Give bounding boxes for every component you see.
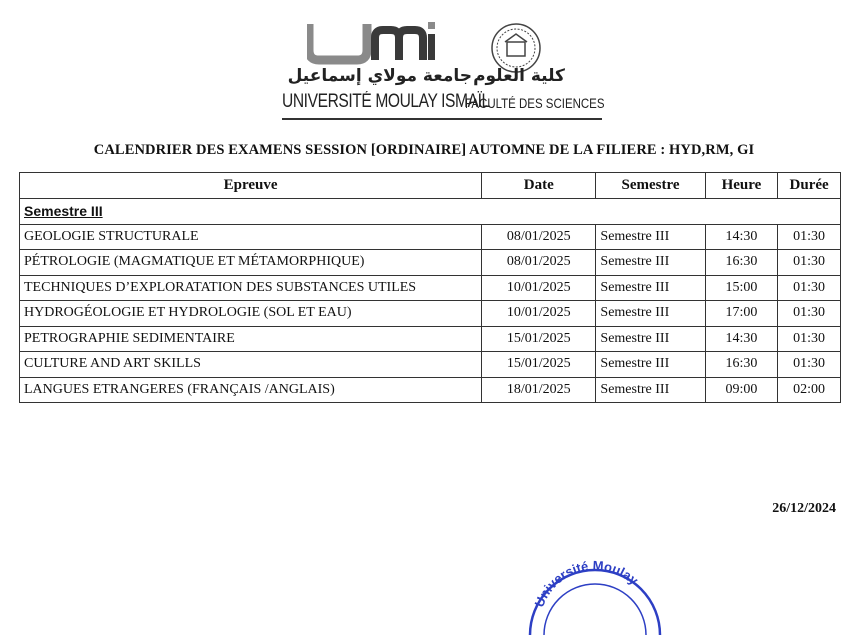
section-label: Semestre III bbox=[20, 199, 841, 225]
header-heure: Heure bbox=[705, 173, 778, 199]
cell-epreuve: TECHNIQUES D’EXPLORATATION DES SUBSTANCES UTILES bbox=[20, 275, 482, 301]
document-title: CALENDRIER DES EXAMENS SESSION [ORDINAIRE] AUTOMNE DE LA FILIERE : HYD,RM, GI bbox=[93, 142, 755, 158]
cell-epreuve: PETROGRAPHIE SEDIMENTAIRE bbox=[20, 326, 482, 352]
exam-schedule-table bbox=[19, 172, 841, 403]
cell-semestre: Semestre III bbox=[596, 377, 705, 403]
cell-date: 15/01/2025 bbox=[482, 326, 596, 352]
cell-date: 08/01/2025 bbox=[482, 250, 596, 276]
cell-heure: 16:30 bbox=[705, 352, 778, 378]
cell-heure: 14:30 bbox=[705, 224, 778, 250]
cell-duree: 01:30 bbox=[778, 275, 841, 301]
header-date: Date bbox=[482, 173, 596, 199]
table-row bbox=[20, 377, 841, 403]
cell-epreuve: CULTURE AND ART SKILLS bbox=[20, 352, 482, 378]
cell-duree: 01:30 bbox=[778, 224, 841, 250]
arabic-university-name: جامعة مولاي إسماعيل bbox=[287, 66, 472, 86]
cell-duree: 01:30 bbox=[778, 326, 841, 352]
cell-semestre: Semestre III bbox=[596, 250, 705, 276]
cell-date: 10/01/2025 bbox=[482, 301, 596, 327]
section-row bbox=[20, 199, 841, 225]
table-row bbox=[20, 352, 841, 378]
cell-date: 15/01/2025 bbox=[482, 352, 596, 378]
table-row bbox=[20, 275, 841, 301]
cell-epreuve: GEOLOGIE STRUCTURALE bbox=[20, 224, 482, 250]
latin-university-name: UNIVERSITÉ MOULAY ISMAÏL bbox=[282, 91, 490, 112]
cell-semestre: Semestre III bbox=[596, 352, 705, 378]
cell-epreuve: LANGUES ETRANGERES (FRANÇAIS /ANGLAIS) bbox=[20, 377, 482, 403]
cell-semestre: Semestre III bbox=[596, 301, 705, 327]
cell-epreuve: PÉTROLOGIE (MAGMATIQUE ET MÉTAMORPHIQUE) bbox=[20, 250, 482, 276]
header-epreuve: Epreuve bbox=[20, 173, 482, 199]
header-divider bbox=[282, 118, 602, 120]
table-row bbox=[20, 301, 841, 327]
cell-date: 10/01/2025 bbox=[482, 275, 596, 301]
cell-heure: 17:00 bbox=[705, 301, 778, 327]
cell-duree: 01:30 bbox=[778, 352, 841, 378]
cell-heure: 15:00 bbox=[705, 275, 778, 301]
table-row bbox=[20, 326, 841, 352]
cell-duree: 01:30 bbox=[778, 250, 841, 276]
arabic-faculty-name: كلية العلوم bbox=[473, 66, 565, 86]
cell-date: 18/01/2025 bbox=[482, 377, 596, 403]
cell-heure: 16:30 bbox=[705, 250, 778, 276]
cell-semestre: Semestre III bbox=[596, 224, 705, 250]
umi-logo bbox=[307, 20, 437, 68]
latin-faculty-name: FACULTÉ DES SCIENCES bbox=[465, 95, 605, 111]
header-duree: Durée bbox=[778, 173, 841, 199]
header-semestre: Semestre bbox=[596, 173, 705, 199]
table-header-row bbox=[20, 173, 841, 199]
table-row bbox=[20, 250, 841, 276]
document-date: 26/12/2024 bbox=[772, 501, 836, 516]
university-stamp-icon bbox=[520, 555, 670, 635]
stamp-text: Université Moulay bbox=[531, 557, 642, 610]
university-header bbox=[282, 18, 605, 128]
cell-date: 08/01/2025 bbox=[482, 224, 596, 250]
cell-duree: 01:30 bbox=[778, 301, 841, 327]
cell-epreuve: HYDROGÉOLOGIE ET HYDROLOGIE (SOL ET EAU) bbox=[20, 301, 482, 327]
cell-semestre: Semestre III bbox=[596, 275, 705, 301]
cell-semestre: Semestre III bbox=[596, 326, 705, 352]
table-row bbox=[20, 224, 841, 250]
cell-heure: 09:00 bbox=[705, 377, 778, 403]
cell-heure: 14:30 bbox=[705, 326, 778, 352]
cell-duree: 02:00 bbox=[778, 377, 841, 403]
